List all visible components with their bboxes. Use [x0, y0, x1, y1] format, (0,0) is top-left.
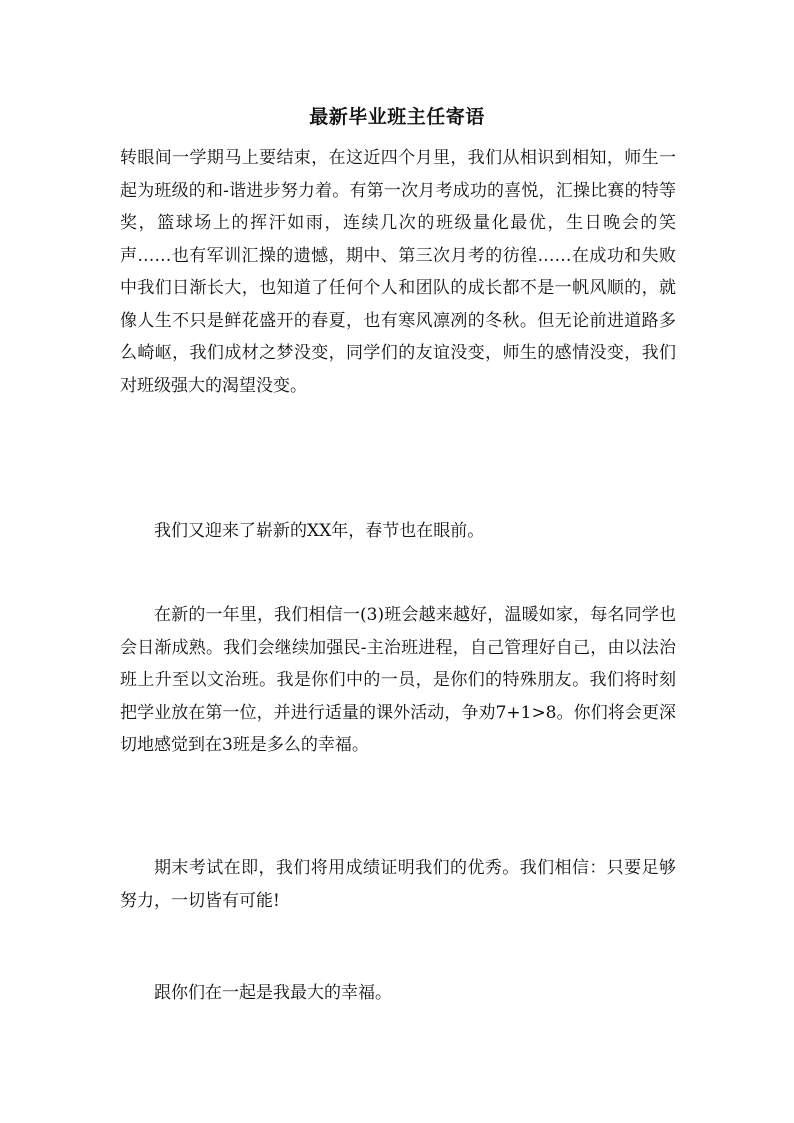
paragraph-2: 我们又迎来了崭新的XX年，春节也在眼前。 [154, 521, 485, 541]
paragraph-4: 期末考试在即，我们将用成绩证明我们的优秀。我们相信：只要足够努力，一切皆有可能! [120, 858, 676, 911]
document-title: 最新毕业班主任寄语 [309, 106, 485, 128]
paragraph-5: 跟你们在一起是我最大的幸福。 [154, 983, 392, 1003]
paragraph-1: 转眼间一学期马上要结束，在这近四个月里，我们从相识到相知，师生一起为班级的和-谐进步努力着。有第一次月考成功的喜悦，汇操比赛的特等奖，篮球场上的挥汗如雨，连续几次的班级量化最优，生日晚会的笑声……也有军训汇操的遗憾，期中、第三次月考的彷徨……在成功和失败中我们日渐长大，也知道了任何个人和团队的成长都不是一帆风顺的，就像人生不只是鲜花盛开的春夏，也有寒风凛冽的冬秋。但无论前进道路多么崎岖，我们成材之梦没变，同学们的友谊没变，师生的感情没变，我们对班级强大的渴望没变。 [120, 148, 676, 396]
paragraph-3: 在新的一年里，我们相信一(3)班会越来越好，温暖如家，每名同学也会日渐成熟。我们会继续加强民-主治班进程，自己管理好自己，由以法治班上升至以文治班。我是你们中的一员，是你们的特殊朋友。我们将时刻把学业放在第一位，并进行适量的课外活动，争劝7+1>8。你们将会更深切地感觉到在3班是多么的幸福。 [120, 605, 676, 755]
